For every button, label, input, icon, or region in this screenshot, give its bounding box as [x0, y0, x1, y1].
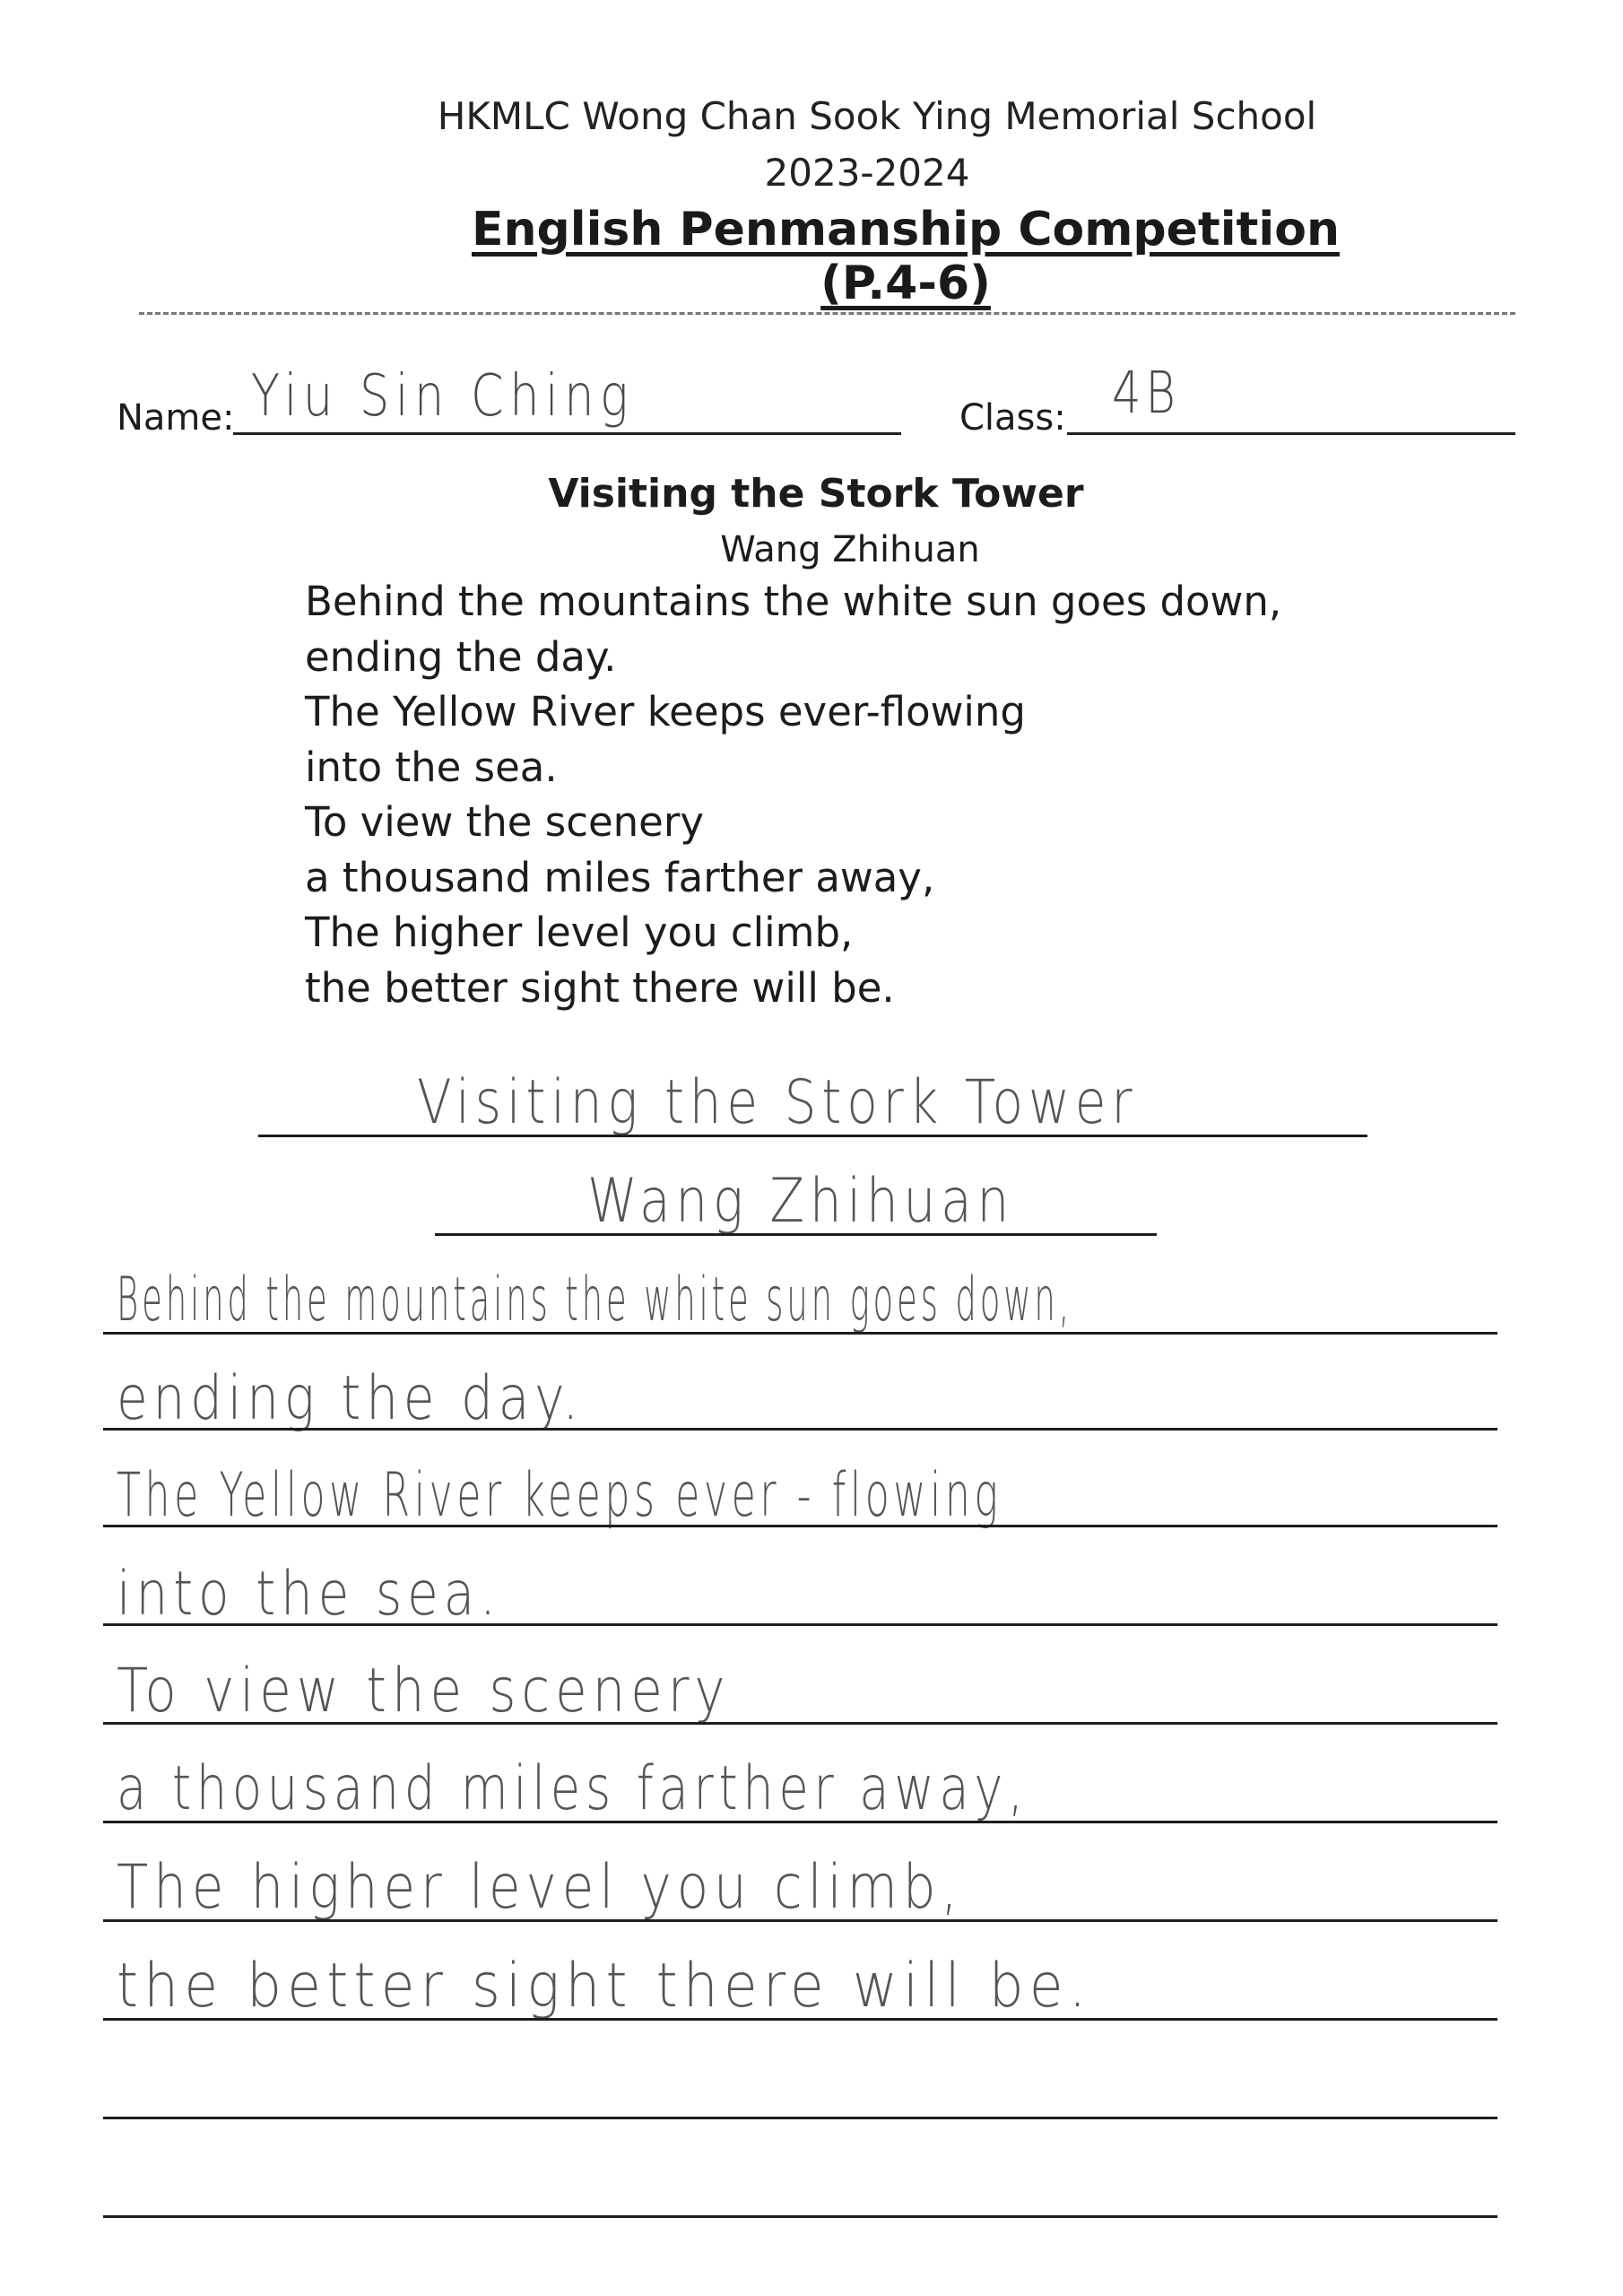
writing-line-author [435, 1233, 1157, 1236]
handwritten-author: Wang Zhihuan [587, 1166, 1015, 1237]
writing-line [103, 1919, 1497, 1922]
handwritten-line: the better sight there will be. [117, 1951, 1092, 2022]
poem-line: The Yellow River keeps ever-flowing [305, 688, 1027, 735]
writing-line-title [258, 1135, 1367, 1137]
poem-line: Behind the mountains the white sun goes down, [305, 578, 1282, 625]
class-label: Class: [959, 397, 1066, 439]
name-handwritten-value: Yiu Sin Ching [251, 363, 635, 430]
school-name: HKMLC Wong Chan Sook Ying Memorial School [437, 94, 1317, 138]
writing-line [103, 1821, 1497, 1823]
poem-line: into the sea. [305, 743, 558, 791]
writing-line [103, 1332, 1497, 1335]
class-handwritten-value: 4B [1112, 361, 1180, 427]
writing-line [103, 2018, 1497, 2021]
name-label: Name: [117, 397, 235, 439]
poem-author: Wang Zhihuan [720, 529, 980, 570]
writing-line [103, 2215, 1497, 2218]
handwritten-line: The Yellow River keeps ever - flowing [117, 1460, 1002, 1531]
class-field-line [1067, 432, 1515, 435]
dashed-divider [139, 312, 1515, 315]
writing-line [103, 2117, 1497, 2119]
handwritten-line: into the sea. [117, 1559, 501, 1630]
writing-line [103, 1623, 1497, 1626]
name-field-line [233, 432, 901, 435]
poem-line: The higher level you climb, [305, 909, 854, 956]
handwritten-line: a thousand miles farther away, [117, 1753, 1028, 1824]
poem-line: To view the scenery [305, 798, 704, 846]
handwritten-line: ending the day. [117, 1363, 585, 1434]
school-year: 2023-2024 [764, 151, 970, 195]
handwritten-line: Behind the mountains the white sun goes down, [117, 1265, 1073, 1335]
poem-line: a thousand miles farther away, [305, 853, 935, 901]
handwritten-line: To view the scenery [117, 1656, 731, 1726]
handwritten-line: The higher level you climb, [117, 1852, 963, 1923]
writing-line [103, 1722, 1497, 1725]
poem-text [305, 574, 1281, 1015]
competition-title: English Penmanship Competition (P.4-6) [472, 203, 1340, 310]
writing-line [103, 1525, 1497, 1527]
poem-title: Visiting the Stork Tower [548, 471, 1084, 517]
writing-line [103, 1428, 1497, 1431]
handwritten-title: Visiting the Stork Tower [417, 1067, 1138, 1138]
poem-line: ending the day. [305, 632, 617, 681]
poem-line: the better sight there will be. [305, 963, 895, 1012]
